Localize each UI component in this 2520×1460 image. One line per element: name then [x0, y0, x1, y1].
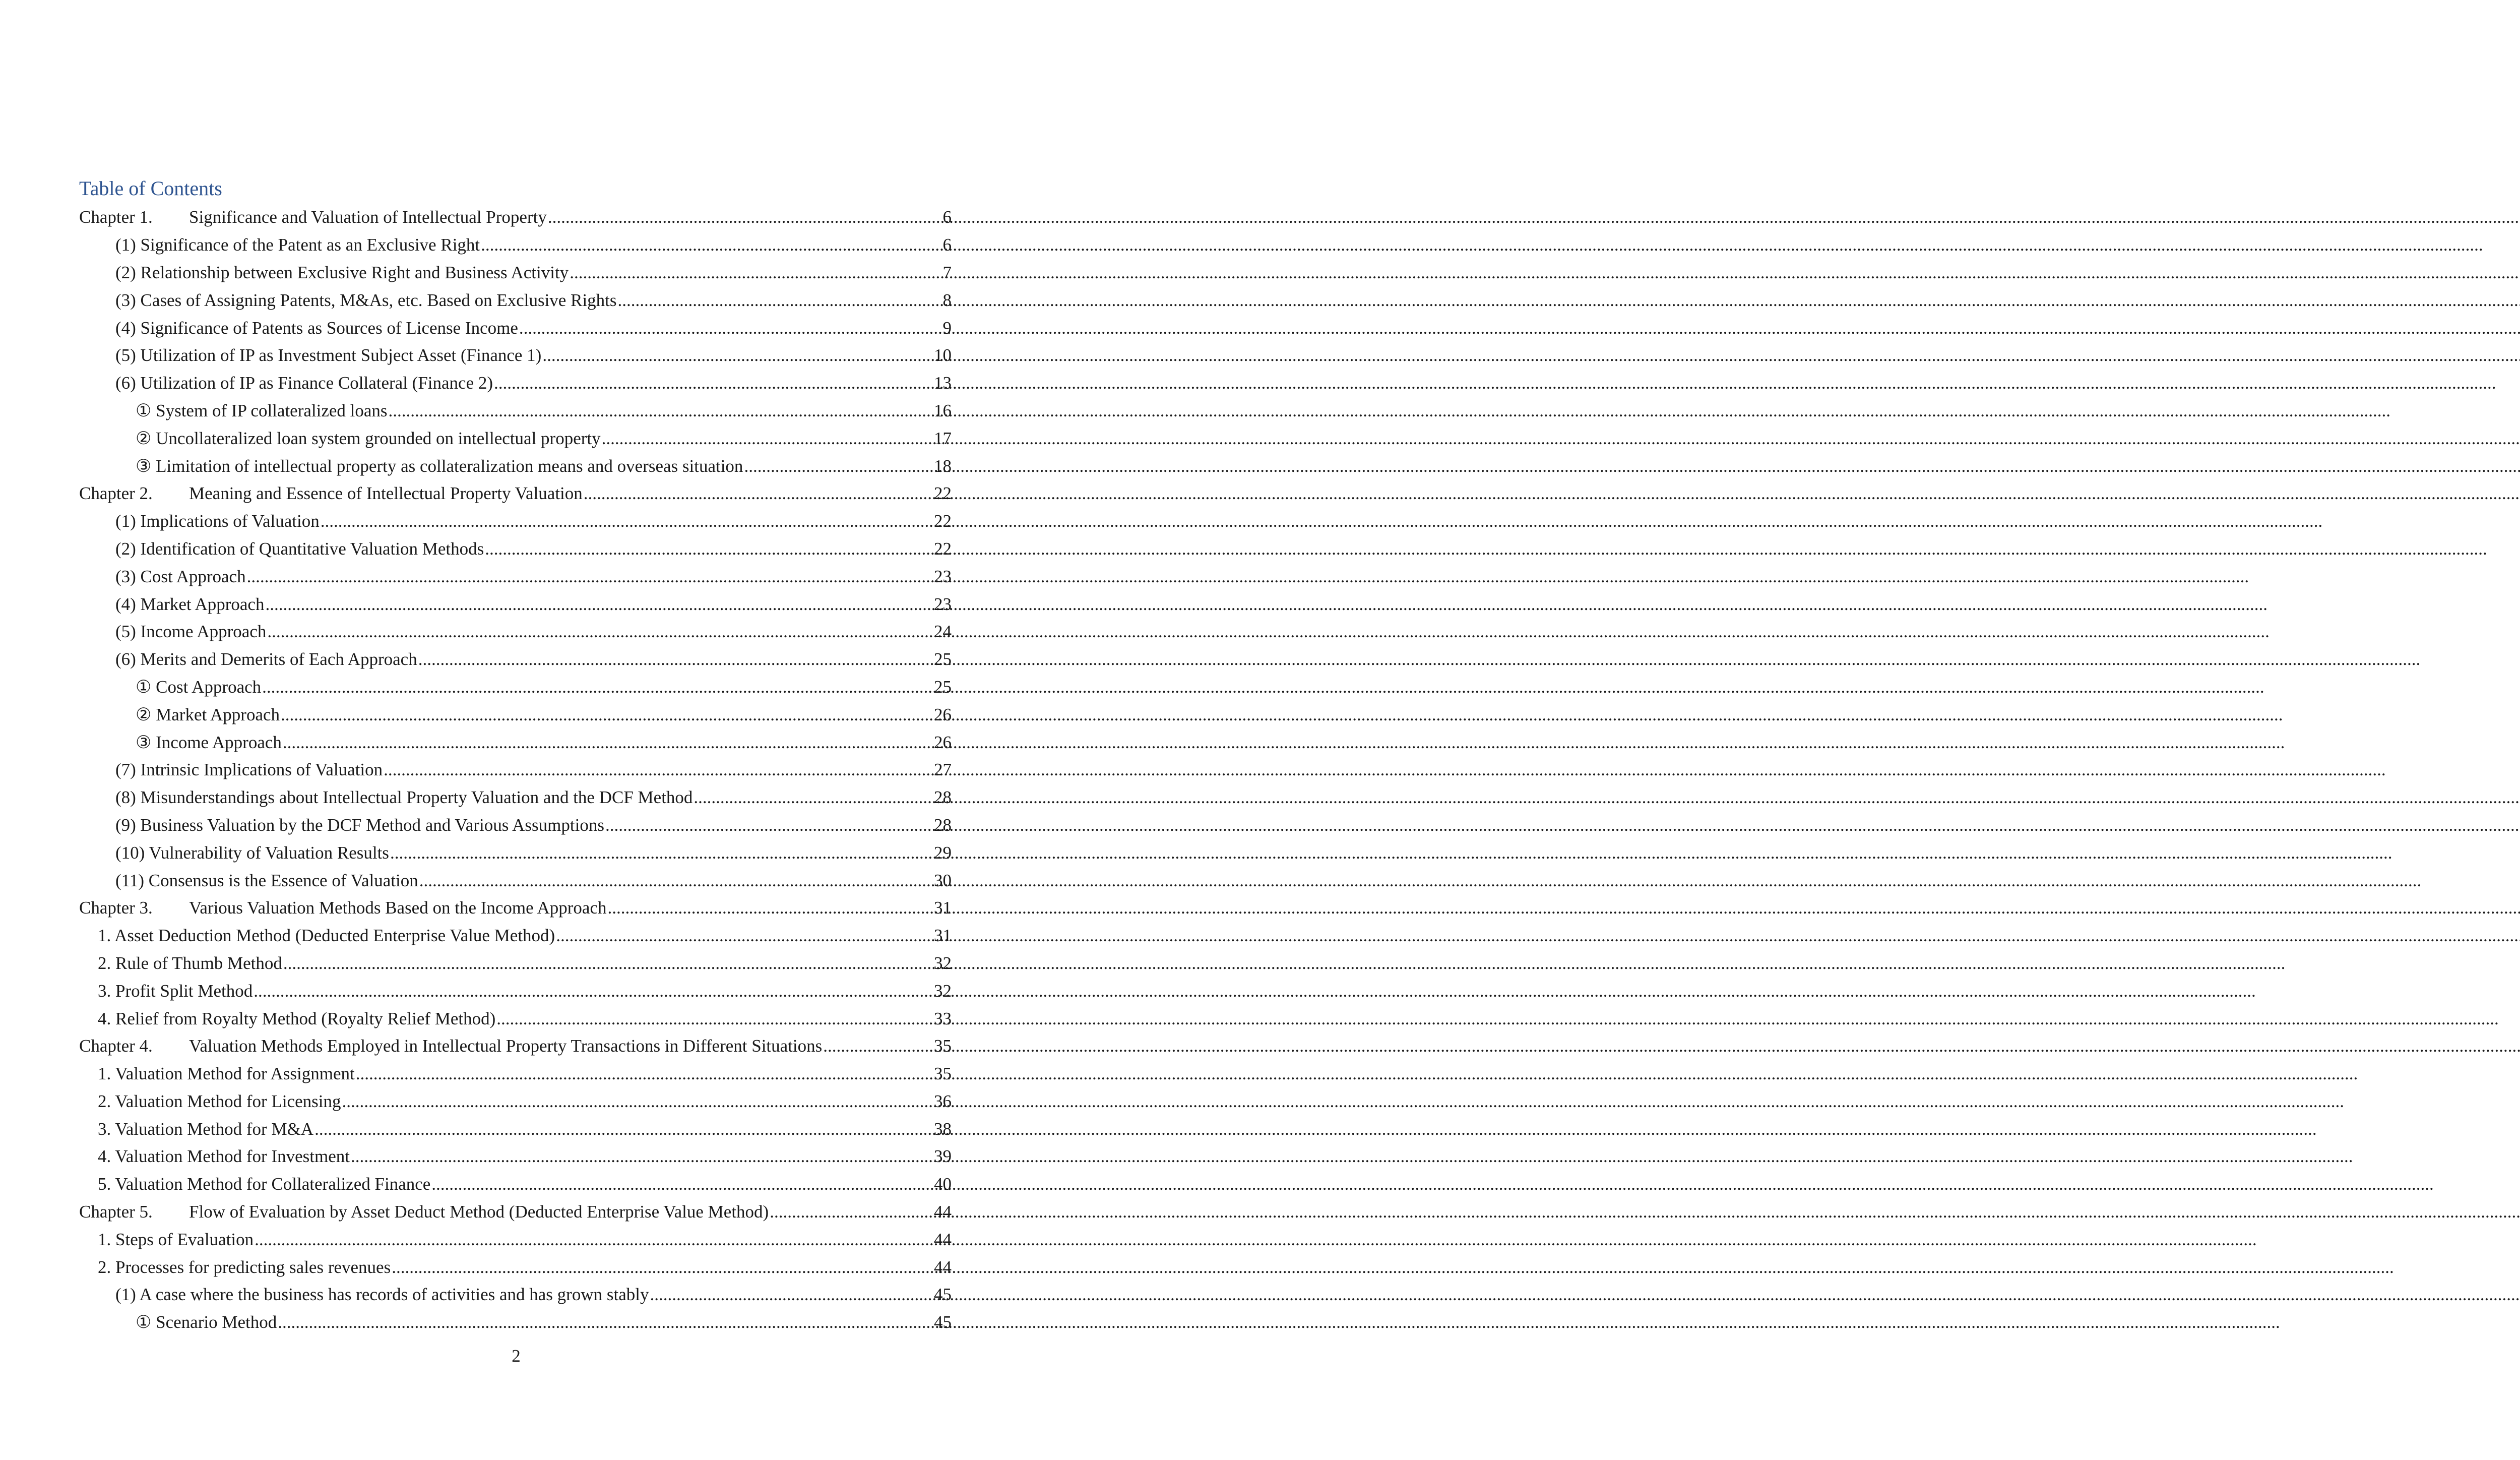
toc-entry-prefix: Chapter 2. [79, 483, 153, 504]
toc-entry-page: 6 [942, 207, 952, 227]
toc-entry[interactable] [0, 590, 952, 618]
dot-leader [351, 1146, 934, 1167]
toc-entry-page: 26 [934, 732, 952, 752]
toc-entry-title: (3) Cost Approach [115, 566, 246, 586]
toc-entry-title: 2. Processes for predicting sales revenues [98, 1257, 391, 1277]
toc-entry-page: 44 [934, 1229, 952, 1249]
dot-leader [694, 787, 934, 808]
toc-entry[interactable] [0, 231, 952, 259]
dot-leader [247, 567, 934, 587]
toc-entry-title: (1) Significance of the Patent as an Exclusive Right [115, 235, 480, 255]
dot-leader [542, 345, 934, 366]
toc-entry[interactable] [0, 674, 952, 701]
toc-entry-page: 28 [934, 815, 952, 835]
toc-entry-page: 29 [934, 842, 952, 863]
toc-entry-title: ③ Limitation of intellectual property as collateralization means and overseas situation [136, 456, 743, 476]
toc-chapter-entry[interactable] [0, 894, 952, 922]
toc-entry-title: 3. Valuation Method for M&A [98, 1119, 314, 1139]
toc-entry-page: 22 [934, 538, 952, 559]
toc-entry-page: 38 [934, 1119, 952, 1139]
dot-leader [283, 733, 934, 753]
dot-leader [390, 843, 934, 863]
toc-entry-page: 7 [942, 262, 952, 282]
toc-entry[interactable] [0, 646, 952, 674]
toc-entry[interactable] [0, 784, 952, 812]
dot-leader [556, 926, 934, 946]
dot-leader [431, 1174, 934, 1194]
toc-entry[interactable] [0, 618, 952, 646]
dot-leader [356, 1064, 934, 1084]
toc-entry-page: 26 [934, 704, 952, 724]
toc-entry-title: 1. Valuation Method for Assignment [98, 1064, 355, 1084]
toc-entry[interactable] [0, 535, 952, 563]
toc-entry-title: ③ Income Approach [136, 732, 282, 752]
toc-entry-page: 25 [934, 649, 952, 670]
toc-entry[interactable] [0, 370, 952, 397]
toc-entry-title: (4) Significance of Patents as Sources of License Income [115, 318, 518, 338]
toc-entry[interactable] [0, 1005, 952, 1032]
dot-leader [650, 1285, 934, 1305]
dot-leader [384, 760, 934, 780]
toc-entry[interactable] [0, 342, 952, 370]
dot-leader [605, 815, 934, 835]
toc-entry[interactable] [0, 286, 952, 314]
dot-leader [481, 235, 938, 255]
toc-entry-page: 18 [934, 456, 952, 476]
toc-entry-page: 39 [934, 1146, 952, 1167]
toc-entry[interactable] [0, 977, 952, 1005]
toc-entry-title: 3. Profit Split Method [98, 981, 253, 1001]
toc-entry[interactable] [0, 1309, 952, 1336]
toc-entry-page: 45 [934, 1312, 952, 1332]
dot-leader [265, 594, 934, 615]
dot-leader [744, 456, 934, 476]
dot-leader [823, 1036, 934, 1056]
toc-entry-page: 17 [934, 428, 952, 448]
toc-entry-title: ① System of IP collateralized loans [136, 400, 388, 420]
toc-heading: Table of Contents [79, 177, 222, 200]
toc-entry[interactable] [0, 424, 952, 452]
toc-entry[interactable] [0, 1171, 952, 1198]
toc-entry-page: 35 [934, 1064, 952, 1084]
toc-entry-page: 13 [934, 373, 952, 393]
toc-entry[interactable] [0, 563, 952, 590]
toc-entry-page: 16 [934, 400, 952, 420]
dot-leader [314, 1119, 934, 1139]
toc-entry[interactable] [0, 397, 952, 425]
toc-entry-page: 6 [942, 235, 952, 255]
toc-entry[interactable] [0, 1060, 952, 1088]
toc-entry-title: 4. Valuation Method for Investment [98, 1146, 350, 1167]
toc-chapter-entry[interactable] [0, 1198, 952, 1226]
dot-leader [418, 649, 934, 670]
toc-entry-page: 22 [934, 511, 952, 531]
toc-entry-title: (7) Intrinsic Implications of Valuation [115, 760, 383, 780]
toc-entry-title: ② Market Approach [136, 704, 280, 724]
toc-entry-title: 1. Steps of Evaluation [98, 1229, 254, 1249]
page-number: 2 [512, 1346, 521, 1366]
dot-leader [519, 318, 938, 338]
toc-entry-page: 31 [934, 898, 952, 918]
toc-chapter-entry[interactable] [0, 204, 952, 231]
dot-leader [485, 539, 934, 559]
dot-leader [570, 263, 938, 283]
document-page [0, 0, 1032, 1460]
toc-entry[interactable] [0, 839, 952, 867]
toc-entry-title: (1) A case where the business has records of activities and has grown stably [115, 1285, 649, 1305]
toc-entry-prefix: Chapter 5. [79, 1202, 153, 1222]
toc-entry-title: (4) Market Approach [115, 594, 265, 614]
dot-leader [254, 981, 934, 1001]
toc-entry-title: (6) Utilization of IP as Finance Collateral (Finance 2) [115, 373, 493, 393]
toc-chapter-entry[interactable] [0, 1032, 952, 1060]
toc-entry[interactable] [0, 756, 952, 784]
toc-entry-title: (5) Income Approach [115, 622, 267, 642]
toc-entry-page: 22 [934, 483, 952, 504]
toc-entry-page: 35 [934, 1036, 952, 1056]
toc-entry[interactable] [0, 1281, 952, 1309]
toc-entry-page: 23 [934, 594, 952, 614]
toc-entry[interactable] [0, 922, 952, 950]
toc-entry-title: 1. Asset Deduction Method (Deducted Enterprise Value Method) [98, 926, 555, 946]
toc-list [0, 204, 1032, 1336]
toc-entry-page: 23 [934, 566, 952, 586]
toc-entry[interactable] [0, 1115, 952, 1143]
toc-entry[interactable] [0, 508, 952, 535]
toc-entry-page: 10 [934, 345, 952, 366]
toc-entry[interactable] [0, 1253, 952, 1281]
toc-entry[interactable] [0, 1088, 952, 1116]
dot-leader [419, 871, 934, 891]
toc-entry-title: (2) Relationship between Exclusive Right and Business Activity [115, 262, 569, 282]
toc-entry-title: (5) Utilization of IP as Investment Subject Asset (Finance 1) [115, 345, 542, 366]
toc-entry-title: (8) Misunderstandings about Intellectual Property Valuation and the DCF Method [115, 787, 693, 808]
toc-entry[interactable] [0, 950, 952, 978]
dot-leader [608, 898, 934, 918]
toc-entry-title: (3) Cases of Assigning Patents, M&As, etc. Based on Exclusive Rights [115, 290, 617, 310]
dot-leader [602, 429, 934, 449]
toc-entry-title: (10) Vulnerability of Valuation Results [115, 842, 389, 863]
toc-entry-page: 32 [934, 953, 952, 973]
toc-entry[interactable] [0, 259, 952, 287]
dot-leader [278, 1312, 934, 1332]
toc-entry-title: ② Uncollateralized loan system grounded on intellectual property [136, 428, 601, 448]
toc-entry-title: (9) Business Valuation by the DCF Method and Various Assumptions [115, 815, 604, 835]
dot-leader [281, 705, 934, 725]
toc-chapter-entry[interactable] [0, 480, 952, 508]
toc-entry-page: 36 [934, 1091, 952, 1111]
toc-entry-page: 31 [934, 926, 952, 946]
toc-entry-page: 27 [934, 760, 952, 780]
dot-leader [548, 207, 938, 227]
toc-entry-page: 44 [934, 1257, 952, 1277]
dot-leader [618, 290, 938, 311]
toc-entry-page: 44 [934, 1202, 952, 1222]
dot-leader [584, 483, 934, 504]
toc-entry-title: Valuation Methods Employed in Intellectual Property Transactions in Different Situations [189, 1036, 823, 1056]
toc-entry-title: ① Scenario Method [136, 1312, 277, 1332]
dot-leader [255, 1230, 934, 1250]
toc-entry-page: 28 [934, 787, 952, 808]
toc-entry-title: Meaning and Essence of Intellectual Property Valuation [189, 483, 583, 504]
dot-leader [283, 953, 934, 974]
dot-leader [392, 1257, 934, 1278]
toc-entry-title: (2) Identification of Quantitative Valuation Methods [115, 538, 484, 559]
toc-entry-page: 40 [934, 1174, 952, 1194]
toc-entry[interactable] [0, 728, 952, 756]
dot-leader [496, 1009, 934, 1029]
toc-entry-prefix: Chapter 3. [79, 898, 153, 918]
toc-entry-page: 45 [934, 1285, 952, 1305]
toc-entry-title: Various Valuation Methods Based on the Income Approach [189, 898, 607, 918]
dot-leader [321, 511, 934, 531]
toc-entry[interactable] [0, 1226, 952, 1253]
toc-entry-title: Flow of Evaluation by Asset Deduct Method (Deducted Enterprise Value Method) [189, 1202, 769, 1222]
toc-entry-prefix: Chapter 4. [79, 1036, 153, 1056]
toc-entry[interactable] [0, 314, 952, 342]
toc-entry[interactable] [0, 1143, 952, 1171]
dot-leader [262, 677, 934, 697]
toc-entry-page: 32 [934, 981, 952, 1001]
toc-entry-prefix: Chapter 1. [79, 207, 153, 227]
toc-entry-title: 2. Valuation Method for Licensing [98, 1091, 341, 1111]
toc-entry[interactable] [0, 701, 952, 728]
toc-entry-title: 5. Valuation Method for Collateralized Finance [98, 1174, 431, 1194]
toc-entry-page: 9 [942, 318, 952, 338]
toc-entry-page: 25 [934, 677, 952, 697]
toc-entry-title: (1) Implications of Valuation [115, 511, 320, 531]
toc-entry[interactable] [0, 452, 952, 480]
toc-entry-title: 2. Rule of Thumb Method [98, 953, 282, 973]
toc-entry[interactable] [0, 867, 952, 894]
toc-entry-page: 24 [934, 622, 952, 642]
dot-leader [494, 373, 934, 393]
dot-leader [342, 1091, 934, 1112]
toc-entry-page: 33 [934, 1008, 952, 1028]
dot-leader [267, 622, 934, 642]
toc-entry-title: (6) Merits and Demerits of Each Approach [115, 649, 417, 670]
toc-entry-title: 4. Relief from Royalty Method (Royalty Relief Method) [98, 1008, 496, 1028]
toc-entry-title: ① Cost Approach [136, 677, 262, 697]
toc-entry-page: 8 [942, 290, 952, 310]
dot-leader [770, 1202, 934, 1222]
dot-leader [389, 401, 934, 421]
toc-entry-title: (11) Consensus is the Essence of Valuation [115, 870, 418, 890]
toc-entry-title: Significance and Valuation of Intellectual Property [189, 207, 547, 227]
toc-entry-page: 30 [934, 870, 952, 890]
toc-entry[interactable] [0, 812, 952, 839]
